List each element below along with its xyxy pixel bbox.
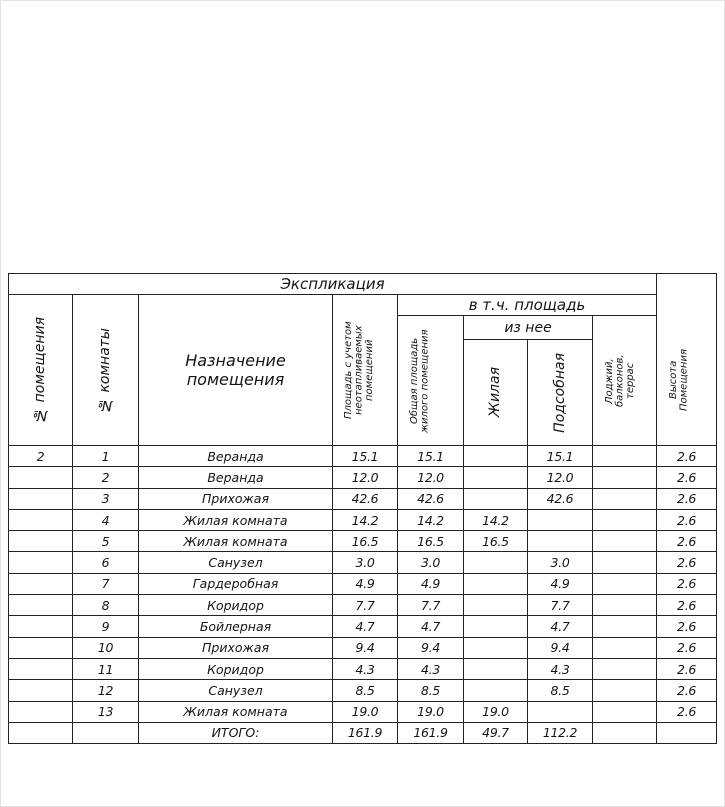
height-cell: 2.6 (657, 552, 717, 573)
loggia-area-cell (593, 680, 657, 701)
living-area-cell (464, 637, 528, 658)
loggias-header-text: Лоджий, балконов, террас (603, 354, 636, 407)
premise-no-cell (9, 680, 73, 701)
totals-loggia-area (593, 722, 657, 743)
living-area-cell (464, 595, 528, 616)
height-cell: 2.6 (657, 488, 717, 509)
height-cell: 2.6 (657, 531, 717, 552)
room-no-cell: 10 (73, 637, 139, 658)
height-header-text: Высота Помещения (667, 349, 690, 412)
living-area-cell (464, 616, 528, 637)
title-row (9, 274, 717, 295)
aux-area-cell: 4.9 (528, 573, 593, 594)
aux-area-cell: 15.1 (528, 446, 593, 467)
purpose-header (139, 295, 333, 446)
total-area-cell: 16.5 (398, 531, 464, 552)
loggia-area-cell (593, 658, 657, 679)
living-area-cell (464, 680, 528, 701)
total-area-cell: 4.3 (398, 658, 464, 679)
table-title: Экспликация (9, 274, 657, 295)
height-cell: 2.6 (657, 573, 717, 594)
aux-area-cell: 4.3 (528, 658, 593, 679)
room-name-cell: Бойлерная (139, 616, 333, 637)
area-cell: 16.5 (333, 531, 398, 552)
table-row (9, 552, 717, 573)
height-cell: 2.6 (657, 680, 717, 701)
room-no-cell: 5 (73, 531, 139, 552)
explication-table (8, 273, 717, 744)
room-name-cell: Прихожая (139, 488, 333, 509)
area-cell: 3.0 (333, 552, 398, 573)
totals-area: 161.9 (333, 722, 398, 743)
area-cell: 42.6 (333, 488, 398, 509)
room-name-cell: Жилая комната (139, 531, 333, 552)
total-area-cell: 42.6 (398, 488, 464, 509)
totals-height (657, 722, 717, 743)
living-area-cell (464, 552, 528, 573)
premise-no-cell (9, 637, 73, 658)
room-no-cell: 12 (73, 680, 139, 701)
area-cell: 14.2 (333, 509, 398, 530)
totals-empty-cell (73, 722, 139, 743)
table-row (9, 658, 717, 679)
premise-no-header-text: № помещения (32, 317, 49, 423)
room-name-cell: Гардеробная (139, 573, 333, 594)
totals-label: ИТОГО: (139, 722, 333, 743)
premise-no-cell (9, 616, 73, 637)
height-cell: 2.6 (657, 467, 717, 488)
table-row (9, 467, 717, 488)
loggia-area-cell (593, 595, 657, 616)
room-no-cell: 3 (73, 488, 139, 509)
premise-no-header (9, 295, 73, 446)
table-row (9, 680, 717, 701)
table-row (9, 573, 717, 594)
room-no-cell: 8 (73, 595, 139, 616)
room-name-cell: Санузел (139, 680, 333, 701)
premise-no-cell (9, 573, 73, 594)
living-area-cell: 16.5 (464, 531, 528, 552)
room-no-cell: 1 (73, 446, 139, 467)
area-header (333, 295, 398, 446)
aux-area-cell: 8.5 (528, 680, 593, 701)
height-cell: 2.6 (657, 658, 717, 679)
premise-no-cell (9, 531, 73, 552)
group-header: в т.ч. площадь (398, 295, 657, 316)
loggia-area-cell (593, 552, 657, 573)
room-no-cell: 9 (73, 616, 139, 637)
total-area-cell: 4.9 (398, 573, 464, 594)
premise-no-cell (9, 552, 73, 573)
height-cell: 2.6 (657, 446, 717, 467)
area-cell: 8.5 (333, 680, 398, 701)
room-name-cell: Веранда (139, 467, 333, 488)
premise-no-cell (9, 658, 73, 679)
living-header (464, 340, 528, 446)
premise-no-cell (9, 595, 73, 616)
table-row (9, 531, 717, 552)
auxiliary-header-text: Подсобная (551, 352, 568, 433)
total-living-header (398, 316, 464, 446)
premise-no-cell (9, 467, 73, 488)
living-area-cell (464, 658, 528, 679)
living-area-cell (464, 446, 528, 467)
loggias-header (593, 316, 657, 446)
aux-area-cell: 7.7 (528, 595, 593, 616)
of-which-header: из нее (464, 316, 593, 340)
explication-table-wrapper (8, 273, 716, 744)
premise-no-cell (9, 509, 73, 530)
aux-area-cell: 4.7 (528, 616, 593, 637)
loggia-area-cell (593, 573, 657, 594)
loggia-area-cell (593, 616, 657, 637)
total-area-cell: 9.4 (398, 637, 464, 658)
totals-aux-area: 112.2 (528, 722, 593, 743)
aux-area-cell (528, 531, 593, 552)
room-no-cell: 6 (73, 552, 139, 573)
room-name-cell: Коридор (139, 595, 333, 616)
aux-area-cell: 42.6 (528, 488, 593, 509)
total-area-cell: 14.2 (398, 509, 464, 530)
aux-area-cell: 3.0 (528, 552, 593, 573)
room-no-header-text: № комнаты (97, 327, 114, 413)
loggia-area-cell (593, 446, 657, 467)
room-no-cell: 13 (73, 701, 139, 722)
premise-no-cell (9, 701, 73, 722)
room-no-header (73, 295, 139, 446)
header-row-1 (9, 295, 717, 316)
total-living-header-text: Общая площадь жилого помещения (408, 328, 430, 433)
living-area-cell: 19.0 (464, 701, 528, 722)
room-name-cell: Санузел (139, 552, 333, 573)
total-area-cell: 4.7 (398, 616, 464, 637)
area-cell: 4.7 (333, 616, 398, 637)
aux-area-cell (528, 701, 593, 722)
total-area-cell: 15.1 (398, 446, 464, 467)
area-cell: 12.0 (333, 467, 398, 488)
room-name-cell: Коридор (139, 658, 333, 679)
loggia-area-cell (593, 509, 657, 530)
room-name-cell: Жилая комната (139, 509, 333, 530)
height-cell: 2.6 (657, 595, 717, 616)
room-name-cell: Прихожая (139, 637, 333, 658)
total-area-cell: 3.0 (398, 552, 464, 573)
totals-total-area: 161.9 (398, 722, 464, 743)
table-row (9, 509, 717, 530)
living-area-cell: 14.2 (464, 509, 528, 530)
table-row (9, 701, 717, 722)
area-cell: 4.3 (333, 658, 398, 679)
table-row (9, 616, 717, 637)
area-cell: 15.1 (333, 446, 398, 467)
total-area-cell: 7.7 (398, 595, 464, 616)
totals-row (9, 722, 717, 743)
aux-area-cell: 9.4 (528, 637, 593, 658)
aux-area-cell: 12.0 (528, 467, 593, 488)
living-header-text: Жилая (487, 367, 504, 418)
height-cell: 2.6 (657, 509, 717, 530)
aux-area-cell (528, 509, 593, 530)
area-cell: 9.4 (333, 637, 398, 658)
living-area-cell (464, 488, 528, 509)
total-area-cell: 19.0 (398, 701, 464, 722)
room-no-cell: 11 (73, 658, 139, 679)
table-row (9, 488, 717, 509)
room-no-cell: 4 (73, 509, 139, 530)
table-row (9, 637, 717, 658)
area-cell: 4.9 (333, 573, 398, 594)
loggia-area-cell (593, 637, 657, 658)
total-area-cell: 8.5 (398, 680, 464, 701)
room-no-cell: 7 (73, 573, 139, 594)
loggia-area-cell (593, 701, 657, 722)
purpose-header-text: Назначение помещения (185, 350, 286, 389)
title-corner-cell (657, 274, 717, 316)
living-area-cell (464, 573, 528, 594)
living-area-cell (464, 467, 528, 488)
total-area-cell: 12.0 (398, 467, 464, 488)
totals-empty-cell (9, 722, 73, 743)
loggia-area-cell (593, 531, 657, 552)
height-cell: 2.6 (657, 616, 717, 637)
totals-living-area: 49.7 (464, 722, 528, 743)
area-cell: 7.7 (333, 595, 398, 616)
height-header (657, 316, 717, 446)
table-row (9, 595, 717, 616)
height-cell: 2.6 (657, 701, 717, 722)
room-name-cell: Жилая комната (139, 701, 333, 722)
table-row (9, 446, 717, 467)
premise-no-cell (9, 488, 73, 509)
area-header-text: Площадь с учетом неотапливаемых помещений (343, 321, 375, 419)
loggia-area-cell (593, 467, 657, 488)
height-cell: 2.6 (657, 637, 717, 658)
area-cell: 19.0 (333, 701, 398, 722)
loggia-area-cell (593, 488, 657, 509)
room-no-cell: 2 (73, 467, 139, 488)
auxiliary-header (528, 340, 593, 446)
room-name-cell: Веранда (139, 446, 333, 467)
premise-no-cell: 2 (9, 446, 73, 467)
